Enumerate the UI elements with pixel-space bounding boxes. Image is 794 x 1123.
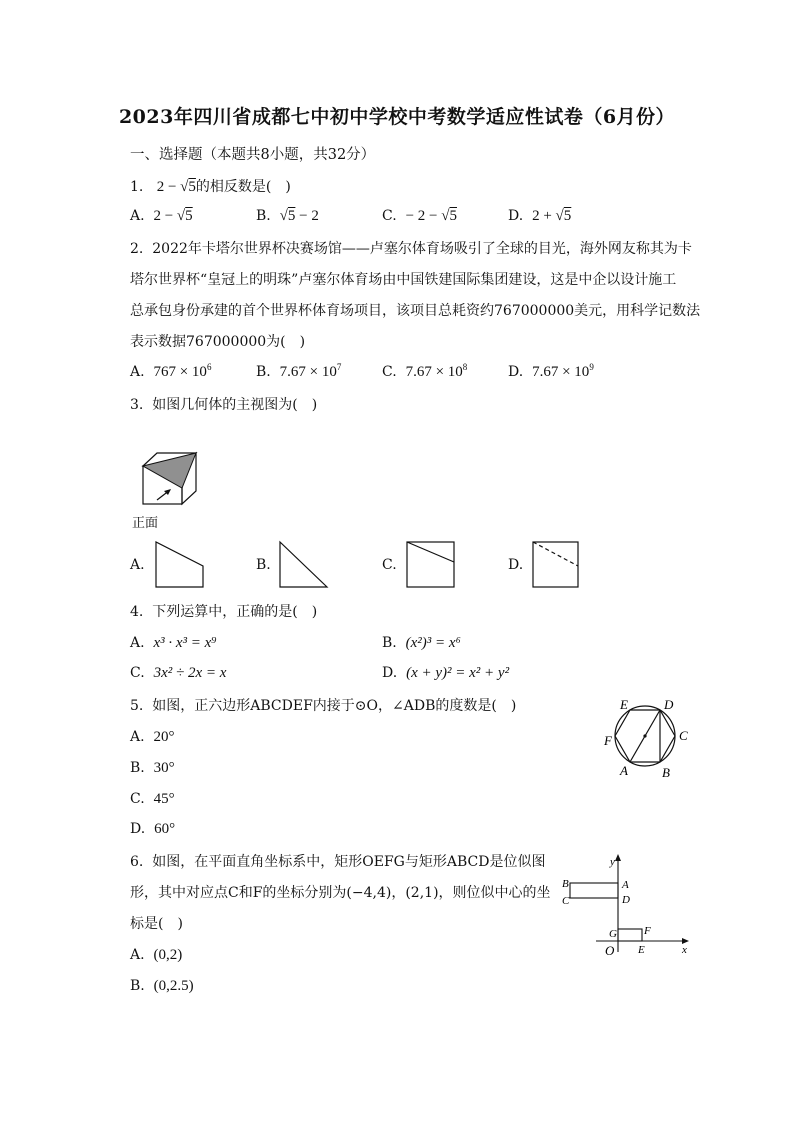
q5-stem: 如图，正六边形ABCDEF内接于⊙O，∠ADB的度数是( ) (152, 698, 517, 714)
label-a: A (622, 879, 629, 891)
q1-option-c[interactable]: C. − 2 − √5 (382, 208, 457, 224)
q2-line-1: 2022年卡塔尔世界杯决赛场馆——卢塞尔体育场吸引了全球的目光，海外网友称其为卡 (152, 241, 692, 257)
q2-line-2: 塔尔世界杯“皇冠上的明珠”卢塞尔体育场由中国铁建国际集团建设，这是中企以设计施工 (130, 272, 677, 288)
q2-option-d[interactable]: D. $7.67 \times 10^9$ (508, 362, 594, 380)
q1-stem-text: 的相反数是( ) (195, 179, 291, 195)
q2-option-b[interactable]: B. $7.67 \times 10^7$ (256, 362, 342, 380)
q6-line-1: 如图，在平面直角坐标系中，矩形OEFG与矩形ABCD是位似图 (152, 854, 546, 870)
question-2 (130, 240, 692, 258)
label-a: A (620, 763, 628, 778)
label-x: x (682, 944, 687, 956)
question-number: 4. (130, 604, 144, 620)
label-b: B (662, 765, 670, 780)
q5-option-d[interactable]: D. 60° (130, 821, 176, 837)
question-number: 1. (130, 179, 144, 195)
q3-option-d-label[interactable]: D. (508, 557, 524, 573)
label-c: C (562, 895, 570, 907)
hexagon-circle-figure (598, 695, 698, 781)
label-d: D (664, 697, 674, 712)
q5-option-b[interactable]: B. 30° (130, 760, 175, 776)
q6-line-2: 形，其中对应点C和F的坐标分别为(−4,4)，(2,1)，则位似中心的坐 (130, 885, 551, 901)
q3-option-c-label[interactable]: C. (382, 557, 397, 573)
question-number: 5. (130, 698, 144, 714)
question-number: 3. (130, 397, 144, 413)
q2-option-a[interactable]: A. $767 \times 10^6$ (130, 362, 212, 380)
question-6 (130, 853, 545, 871)
label-b: B (562, 878, 569, 890)
cube-figure (138, 450, 200, 510)
q4-option-b[interactable]: B. (x²)³ = x⁶ (382, 635, 461, 651)
q4-stem: 下列运算中，正确的是( ) (152, 604, 318, 620)
question-number: 2. (130, 241, 144, 257)
q2-line-3: 总承包身份承建的首个世界杯体育场项目，该项目总耗资约767000000美元，用科学记数法 (130, 303, 701, 319)
q1-option-b[interactable]: B. √5 − 2 (256, 208, 319, 224)
section-heading: 一、选择题（本题共8小题，共32分） (130, 147, 376, 163)
q1-option-a[interactable]: A. 2 − √5 (130, 208, 193, 224)
q1-expr: 2 − √5 (156, 179, 196, 195)
q3-option-b-label[interactable]: B. (256, 557, 271, 573)
q4-option-a[interactable]: A. x³ · x³ = x⁹ (130, 635, 217, 651)
q4-option-c[interactable]: C. 3x² ÷ 2x = x (130, 665, 227, 681)
q6-option-a[interactable]: A. (0,2) (130, 947, 183, 963)
q3-stem: 如图几何体的主视图为( ) (152, 397, 318, 413)
label-d: D (622, 894, 630, 906)
label-o: O (605, 943, 615, 958)
label-g: G (609, 928, 617, 940)
coordinate-figure (558, 850, 693, 960)
q3-option-a-label[interactable]: A. (130, 557, 145, 573)
q6-option-b[interactable]: B. (0,2.5) (130, 978, 194, 994)
label-e: E (638, 944, 645, 956)
question-1 (130, 178, 291, 196)
q3-option-a-shape[interactable] (154, 540, 206, 590)
front-label: 正面 (132, 516, 159, 531)
question-number: 6. (130, 854, 144, 870)
q1-option-d[interactable]: D. 2 + √5 (508, 208, 572, 224)
q2-option-c[interactable]: C. $7.67 \times 10^8$ (382, 362, 468, 380)
q5-option-c[interactable]: C. 45° (130, 791, 175, 807)
question-4 (130, 603, 317, 621)
question-3 (130, 396, 317, 414)
label-y: y (610, 856, 615, 868)
q3-option-b-shape[interactable] (278, 540, 330, 590)
label-f: F (604, 733, 612, 748)
label-e: E (620, 697, 628, 712)
q2-line-4: 表示数据767000000为( ) (130, 334, 306, 350)
label-c: C (679, 728, 688, 743)
question-5 (130, 697, 516, 715)
q5-option-a[interactable]: A. 20° (130, 729, 175, 745)
q4-option-d[interactable]: D. (x + y)² = x² + y² (382, 665, 510, 681)
label-f: F (644, 925, 651, 937)
q3-option-c-shape[interactable] (405, 540, 457, 590)
q3-option-d-shape[interactable] (531, 540, 583, 590)
page-title: 2023年四川省成都七中初中学校中考数学适应性试卷（6月份） (118, 106, 676, 128)
q6-line-3: 标是( ) (130, 916, 183, 932)
